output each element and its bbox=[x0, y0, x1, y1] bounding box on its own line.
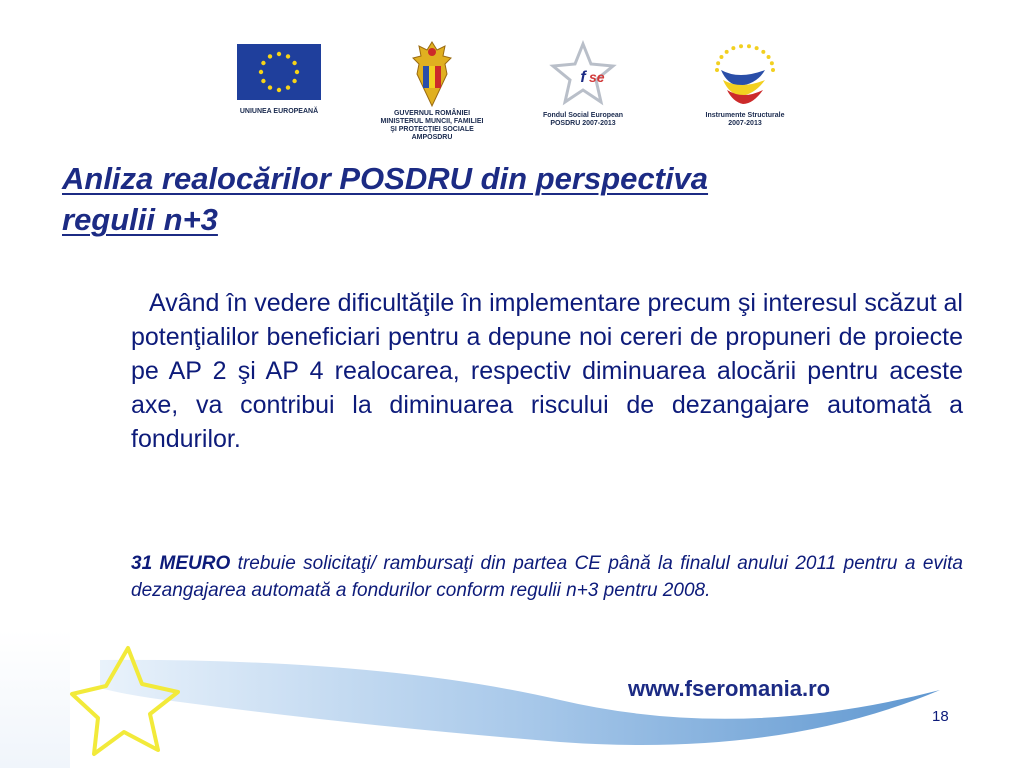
svg-text:f: f bbox=[580, 69, 586, 86]
eu-star-icon bbox=[261, 61, 265, 65]
note-text: trebuie solicitaţi/ rambursaţi din partea CE până la finalul anului 2011 pentru a evita dezangajarea automată a fondurilor conform regulii n+3 pentru 2008. bbox=[131, 553, 963, 601]
is-star-icon bbox=[739, 44, 743, 48]
footer-swoosh bbox=[0, 630, 1024, 768]
is-star-icon bbox=[715, 68, 719, 72]
is-star-icon bbox=[770, 61, 774, 65]
eu-star-icon bbox=[292, 61, 296, 65]
page-number: 18 bbox=[932, 708, 949, 725]
structural-instruments-logo bbox=[697, 40, 793, 128]
website-link[interactable]: www.fseromania.ro bbox=[628, 676, 831, 701]
is-star-icon bbox=[771, 68, 775, 72]
is-star-icon bbox=[761, 50, 765, 54]
is-star-icon bbox=[731, 46, 735, 50]
eu-star-icon bbox=[286, 85, 290, 89]
romanian-coat-of-arms-icon bbox=[407, 40, 457, 110]
eu-logo bbox=[233, 44, 325, 116]
eu-star-icon bbox=[268, 85, 272, 89]
government-logo-caption: GUVERNUL ROMÂNIEI MINISTERUL MUNCII, FAMILIEI ŞI PROTECŢIEI SOCIALE AMPOSDRU bbox=[380, 110, 484, 141]
eu-star-icon bbox=[295, 70, 299, 74]
note-paragraph bbox=[131, 550, 963, 604]
eu-star-icon bbox=[286, 54, 290, 58]
structural-instruments-icon bbox=[709, 40, 781, 108]
body-paragraph: Având în vedere dificultăţile în implementare precum şi interesul scăzut al potenţialilor beneficiari pentru a depune noi cereri de propuneri de proiecte pe AP 2 şi AP 4 realocarea, respectiv diminuarea alocării pentru aceste axe, va contribui la diminuarea riscului de dezangajare automată a fondurilor. bbox=[131, 289, 963, 453]
note-amount: 31 MEURO bbox=[131, 553, 231, 574]
partner-logos bbox=[0, 40, 1024, 150]
fse-logo bbox=[537, 40, 629, 128]
is-star-icon bbox=[719, 55, 723, 59]
eu-logo-caption: UNIUNEA EUROPEANĂ bbox=[239, 108, 319, 115]
eu-flag-icon bbox=[237, 44, 321, 100]
fse-logo-caption: Fondul Social European POSDRU 2007-2013 bbox=[542, 112, 624, 127]
eu-star-icon bbox=[277, 88, 281, 92]
is-star-icon bbox=[725, 50, 729, 54]
eu-star-icon bbox=[292, 79, 296, 83]
structural-instruments-caption: Instrumente Structurale 2007-2013 bbox=[705, 112, 785, 127]
svg-text:se: se bbox=[589, 69, 605, 85]
is-star-icon bbox=[747, 44, 751, 48]
is-star-icon bbox=[755, 46, 759, 50]
eu-star-icon bbox=[261, 79, 265, 83]
government-logo bbox=[373, 40, 491, 142]
fse-star-icon bbox=[549, 40, 617, 108]
eu-star-icon bbox=[277, 52, 281, 56]
is-star-icon bbox=[716, 61, 720, 65]
is-star-icon bbox=[767, 55, 771, 59]
eu-star-icon bbox=[259, 70, 263, 74]
eu-star-icon bbox=[268, 54, 272, 58]
slide-title: Anliza realocărilor POSDRU din perspectiva regulii n+3 bbox=[62, 161, 709, 237]
